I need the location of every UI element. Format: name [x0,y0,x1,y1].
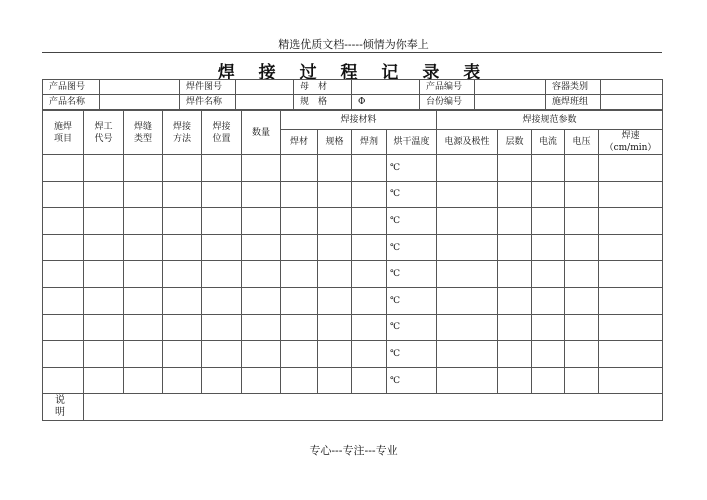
col-filler-material: 焊材 [281,130,318,155]
field-product-name[interactable] [100,95,180,110]
col-group-parameters: 焊接规范参数 [437,111,663,130]
table-cell[interactable] [498,181,532,208]
table-cell[interactable] [202,181,242,208]
table-cell[interactable] [498,287,532,314]
page-header-text: 精选优质文档-----倾情为你奉上 [278,38,429,51]
table-row [43,208,663,235]
table-cell[interactable] [565,155,599,182]
table-row [43,181,663,208]
col-seam-type: 焊缝 类型 [124,111,163,155]
table-cell[interactable] [352,208,387,235]
table-cell[interactable] [163,155,202,182]
table-cell[interactable] [242,341,281,368]
table-cell[interactable] [281,234,318,261]
table-cell[interactable] [532,314,565,341]
table-cell[interactable] [43,208,84,235]
label-part-name: 焊件名称 [180,95,236,110]
table-cell[interactable] [318,287,352,314]
table-cell[interactable] [124,341,163,368]
table-row [43,155,663,182]
table-cell[interactable] [498,341,532,368]
field-unit-no[interactable] [475,95,546,110]
col-weld-method: 焊接 方法 [163,111,202,155]
table-cell[interactable] [281,341,318,368]
header-divider [42,52,662,53]
cell-drying-temp[interactable]: ℃ [387,341,437,368]
table-row [43,314,663,341]
info-row-2 [43,95,663,110]
cell-drying-temp[interactable]: ℃ [387,314,437,341]
label-vessel-category: 容器类别 [546,80,601,95]
col-spec: 规格 [318,130,352,155]
table-cell[interactable] [124,208,163,235]
table-cell[interactable] [599,181,663,208]
table-cell[interactable] [565,341,599,368]
table-cell[interactable] [352,367,387,394]
col-weld-item: 施焊 项目 [43,111,84,155]
table-cell[interactable] [281,287,318,314]
table-cell[interactable] [281,181,318,208]
page-footer: 专心---专注---专业 [309,444,398,457]
table-cell[interactable] [599,155,663,182]
table-cell[interactable] [318,181,352,208]
label-product-name: 产品名称 [43,95,100,110]
table-cell[interactable] [532,367,565,394]
table-cell[interactable] [318,314,352,341]
table-cell[interactable] [437,314,498,341]
table-cell[interactable] [437,208,498,235]
table-cell[interactable] [281,367,318,394]
form-title: 焊 接 过 程 记 录 表 [217,63,490,83]
table-cell[interactable] [242,314,281,341]
table-cell[interactable] [84,367,124,394]
table-cell[interactable] [437,181,498,208]
table-cell[interactable] [163,208,202,235]
table-cell[interactable] [242,287,281,314]
table-cell[interactable] [437,234,498,261]
table-cell[interactable] [43,181,84,208]
table-cell[interactable] [202,341,242,368]
table-cell[interactable] [84,287,124,314]
field-product-drawing-no[interactable] [100,80,180,95]
table-cell[interactable] [163,367,202,394]
table-cell[interactable] [498,261,532,288]
label-specification: 规 格 [294,95,352,110]
table-cell[interactable] [532,208,565,235]
table-cell[interactable] [437,261,498,288]
table-cell[interactable] [352,341,387,368]
table-cell[interactable] [318,234,352,261]
table-cell[interactable] [352,261,387,288]
header-row-1 [43,111,663,130]
table-cell[interactable] [84,261,124,288]
table-cell[interactable] [437,155,498,182]
table-cell[interactable] [202,234,242,261]
table-cell[interactable] [124,261,163,288]
col-quantity: 数量 [242,111,281,155]
label-welding-team: 施焊班组 [546,95,601,110]
table-cell[interactable] [532,341,565,368]
table-cell[interactable] [43,341,84,368]
table-cell[interactable] [281,155,318,182]
table-cell[interactable] [202,155,242,182]
table-cell[interactable] [84,341,124,368]
table-cell[interactable] [318,261,352,288]
cell-drying-temp[interactable]: ℃ [387,208,437,235]
table-cell[interactable] [242,181,281,208]
table-cell[interactable] [163,341,202,368]
table-cell[interactable] [202,367,242,394]
info-row-1 [43,80,663,95]
table-cell[interactable] [498,367,532,394]
weld-record-table [42,110,663,421]
cell-drying-temp[interactable]: ℃ [387,261,437,288]
table-cell[interactable] [84,208,124,235]
label-base-material: 母 材 [294,80,352,95]
table-cell[interactable] [124,314,163,341]
table-cell[interactable] [532,181,565,208]
table-cell[interactable] [599,208,663,235]
label-part-drawing-no: 焊件图号 [180,80,236,95]
col-current: 电流 [532,130,565,155]
col-power-polarity: 电源及极性 [437,130,498,155]
table-cell[interactable] [599,341,663,368]
table-cell[interactable] [498,314,532,341]
cell-drying-temp[interactable]: ℃ [387,287,437,314]
table-cell[interactable] [532,287,565,314]
table-cell[interactable] [242,234,281,261]
table-cell[interactable] [84,234,124,261]
table-cell[interactable] [163,287,202,314]
note-row [43,394,663,421]
label-product-no: 产品编号 [420,80,475,95]
table-cell[interactable] [532,234,565,261]
table-cell[interactable] [599,261,663,288]
label-unit-no: 台份编号 [420,95,475,110]
table-cell[interactable] [318,155,352,182]
cell-drying-temp[interactable]: ℃ [387,367,437,394]
table-cell[interactable] [84,155,124,182]
table-cell[interactable] [43,155,84,182]
table-cell[interactable] [599,314,663,341]
table-cell[interactable] [437,287,498,314]
table-cell[interactable] [352,287,387,314]
field-vessel-category[interactable] [601,80,663,95]
table-cell[interactable] [84,181,124,208]
table-cell[interactable] [242,367,281,394]
table-cell[interactable] [599,367,663,394]
col-layers: 层数 [498,130,532,155]
table-cell[interactable] [281,208,318,235]
col-flux: 焊剂 [352,130,387,155]
field-specification[interactable]: Φ [352,95,420,110]
field-base-material[interactable] [352,80,420,95]
table-cell[interactable] [498,234,532,261]
table-row [43,261,663,288]
field-part-name[interactable] [236,95,294,110]
table-cell[interactable] [124,287,163,314]
table-cell[interactable] [599,287,663,314]
table-row [43,367,663,394]
table-row [43,234,663,261]
table-cell[interactable] [565,261,599,288]
cell-drying-temp[interactable]: ℃ [387,181,437,208]
label-product-drawing-no: 产品图号 [43,80,100,95]
table-cell[interactable] [437,367,498,394]
table-cell[interactable] [565,181,599,208]
field-welding-team[interactable] [601,95,663,110]
table-cell[interactable] [202,314,242,341]
table-cell[interactable] [532,155,565,182]
table-cell[interactable] [352,234,387,261]
table-cell[interactable] [163,314,202,341]
table-cell[interactable] [599,234,663,261]
table-cell[interactable] [565,314,599,341]
table-cell[interactable] [352,181,387,208]
table-cell[interactable] [498,208,532,235]
table-cell[interactable] [565,234,599,261]
table-cell[interactable] [163,234,202,261]
table-cell[interactable] [163,261,202,288]
table-cell[interactable] [318,367,352,394]
col-weld-position: 焊接 位置 [202,111,242,155]
table-row [43,287,663,314]
table-cell[interactable] [124,234,163,261]
table-cell[interactable] [281,314,318,341]
table-cell[interactable] [565,208,599,235]
table-cell[interactable] [532,261,565,288]
table-cell[interactable] [43,367,84,394]
info-table [42,79,663,110]
table-cell[interactable] [124,155,163,182]
table-cell[interactable] [43,314,84,341]
table-cell[interactable] [202,261,242,288]
table-cell[interactable] [498,155,532,182]
table-cell[interactable] [242,155,281,182]
table-cell[interactable] [43,287,84,314]
col-drying-temp: 烘干温度 [387,130,437,155]
col-voltage: 电压 [565,130,599,155]
field-part-drawing-no[interactable] [236,80,294,95]
table-cell[interactable] [242,208,281,235]
col-welder-code: 焊工 代号 [84,111,124,155]
table-cell[interactable] [202,287,242,314]
table-cell[interactable] [281,261,318,288]
table-cell[interactable] [565,287,599,314]
table-cell[interactable] [242,261,281,288]
table-cell[interactable] [352,314,387,341]
field-product-no[interactable] [475,80,546,95]
table-cell[interactable] [163,181,202,208]
table-cell[interactable] [202,208,242,235]
table-cell[interactable] [565,367,599,394]
table-cell[interactable] [318,208,352,235]
table-cell[interactable] [43,261,84,288]
note-field[interactable] [84,394,663,421]
table-cell[interactable] [84,314,124,341]
table-cell[interactable] [437,341,498,368]
note-label: 说 明 [43,394,84,421]
cell-drying-temp[interactable]: ℃ [387,155,437,182]
table-row [43,341,663,368]
table-cell[interactable] [352,155,387,182]
col-weld-speed: 焊速 （cm/min） [599,130,663,155]
table-cell[interactable] [124,181,163,208]
cell-drying-temp[interactable]: ℃ [387,234,437,261]
table-cell[interactable] [43,234,84,261]
table-cell[interactable] [124,367,163,394]
table-cell[interactable] [318,341,352,368]
col-group-materials: 焊接材料 [281,111,437,130]
